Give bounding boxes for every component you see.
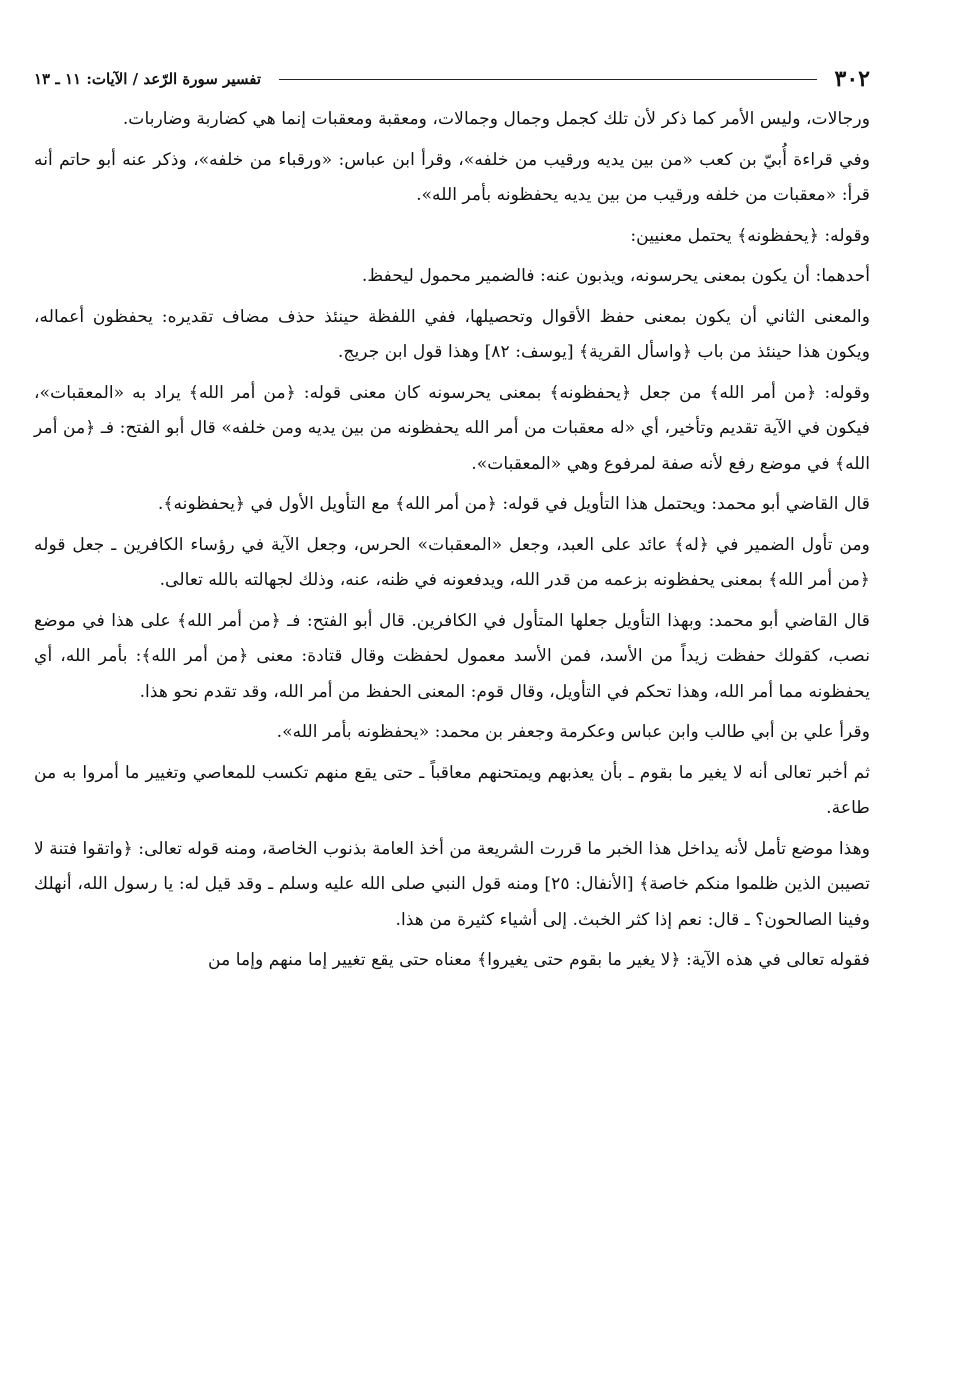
- header-rule: [279, 79, 817, 80]
- paragraph: والمعنى الثاني أن يكون بمعنى حفظ الأقوال وتحصيلها، ففي اللفظة حينئذ حذف مضاف تقديره: يحفظون أعماله، ويكون هذا حينئذ من باب ﴿واسأل القرية﴾ [يوسف: ٨٢] وهذا قول ابن جريج.: [34, 306, 870, 362]
- paragraph: أحدهما: أن يكون بمعنى يحرسونه، ويذبون عنه: فالضمير محمول ليحفظ.: [361, 266, 870, 286]
- book-page: [34, 62, 870, 984]
- paragraph: وقوله: ﴿من أمر الله﴾ من جعل ﴿يحفظونه﴾ بمعنى يحرسونه كان معنى قوله: ﴿من أمر الله﴾ يراد به «المعقبات»، فيكون في الآية تقديم وتأخير، أي «له معقبات من أمر الله يحفظونه من بين يديه ومن خلفه» قال أبو الفتح: فـ ﴿من أمر الله﴾ في موضع رفع لأنه صفة لمرفوع وهي «المعقبات».: [34, 382, 870, 474]
- page-number: ٣٠٢: [834, 66, 870, 92]
- paragraph: ورجالات، وليس الأمر كما ذكر لأن تلك كجمل وجمال وجمالات، ومعقبة ومعقبات إنما هي كضاربة وضاربات.: [122, 109, 870, 129]
- running-title: تفسير سورة الرّعد / الآيات: ١١ ـ ١٣: [34, 70, 262, 88]
- paragraph: ثم أخبر تعالى أنه لا يغير ما بقوم ـ بأن يعذبهم ويمتحنهم معاقباً ـ حتى يقع منهم تكسب للمعاصي وتغيير ما أمروا به من طاعة.: [34, 762, 870, 818]
- paragraph: وقرأ علي بن أبي طالب وابن عباس وعكرمة وجعفر بن محمد: «يحفظونه بأمر الله».: [276, 722, 870, 742]
- paragraph: وهذا موضع تأمل لأنه يداخل هذا الخبر ما قررت الشريعة من أخذ العامة بذنوب الخاصة، ومنه قوله تعالى: ﴿واتقوا فتنة لا تصيبن الذين ظلموا منكم خاصة﴾ [الأنفال: ٢٥] ومنه قول النبي صلى الله عليه وسلم ـ وقد قيل له: يا رسول الله، أنهلك وفينا الصالحون؟ ـ قال: نعم إذا كثر الخبث. إلى أشياء كثيرة من هذا.: [34, 838, 870, 930]
- paragraph: وقوله: ﴿يحفظونه﴾ يحتمل معنيين:: [630, 225, 870, 246]
- running-header: [34, 62, 870, 96]
- paragraph: قال القاضي أبو محمد: ويحتمل هذا التأويل في قوله: ﴿من أمر الله﴾ مع التأويل الأول في ﴿يحفظونه﴾.: [157, 494, 870, 514]
- paragraph: فقوله تعالى في هذه الآية: ﴿لا يغير ما بقوم حتى يغيروا﴾ معناه حتى يقع تغيير إما منهم وإما من: [208, 950, 870, 970]
- paragraph: قال القاضي أبو محمد: وبهذا التأويل جعلها المتأول في الكافرين. قال أبو الفتح: فـ ﴿من أمر الله﴾ على هذا في موضع نصب، كقولك حفظت زيداً من الأسد، فمن الأسد معمول لحفظت وقال قتادة: معنى ﴿من أمر الله﴾: بأمر الله، أي يحفظونه مما أمر الله، وهذا تحكم في التأويل، وقال قوم: المعنى الحفظ من أمر الله، وقد تقدم نحو هذا.: [34, 610, 870, 702]
- body-text: [34, 102, 870, 979]
- paragraph: وفي قراءة أُبيّ بن كعب «من بين يديه ورقيب من خلفه»، وقرأ ابن عباس: «ورقباء من خلفه»، وذكر عنه أبو حاتم أنه قرأ: «معقبات من خلفه ورقيب من بين يديه يحفظونه بأمر الله».: [34, 149, 870, 205]
- paragraph: ومن تأول الضمير في ﴿له﴾ عائد على العبد، وجعل «المعقبات» الحرس، وجعل الآية في رؤساء الكافرين ـ جعل قوله ﴿من أمر الله﴾ بمعنى يحفظونه بزعمه من قدر الله، ويدفعونه في ظنه، عنه، وذلك لجهالته بالله تعالى.: [34, 534, 870, 590]
